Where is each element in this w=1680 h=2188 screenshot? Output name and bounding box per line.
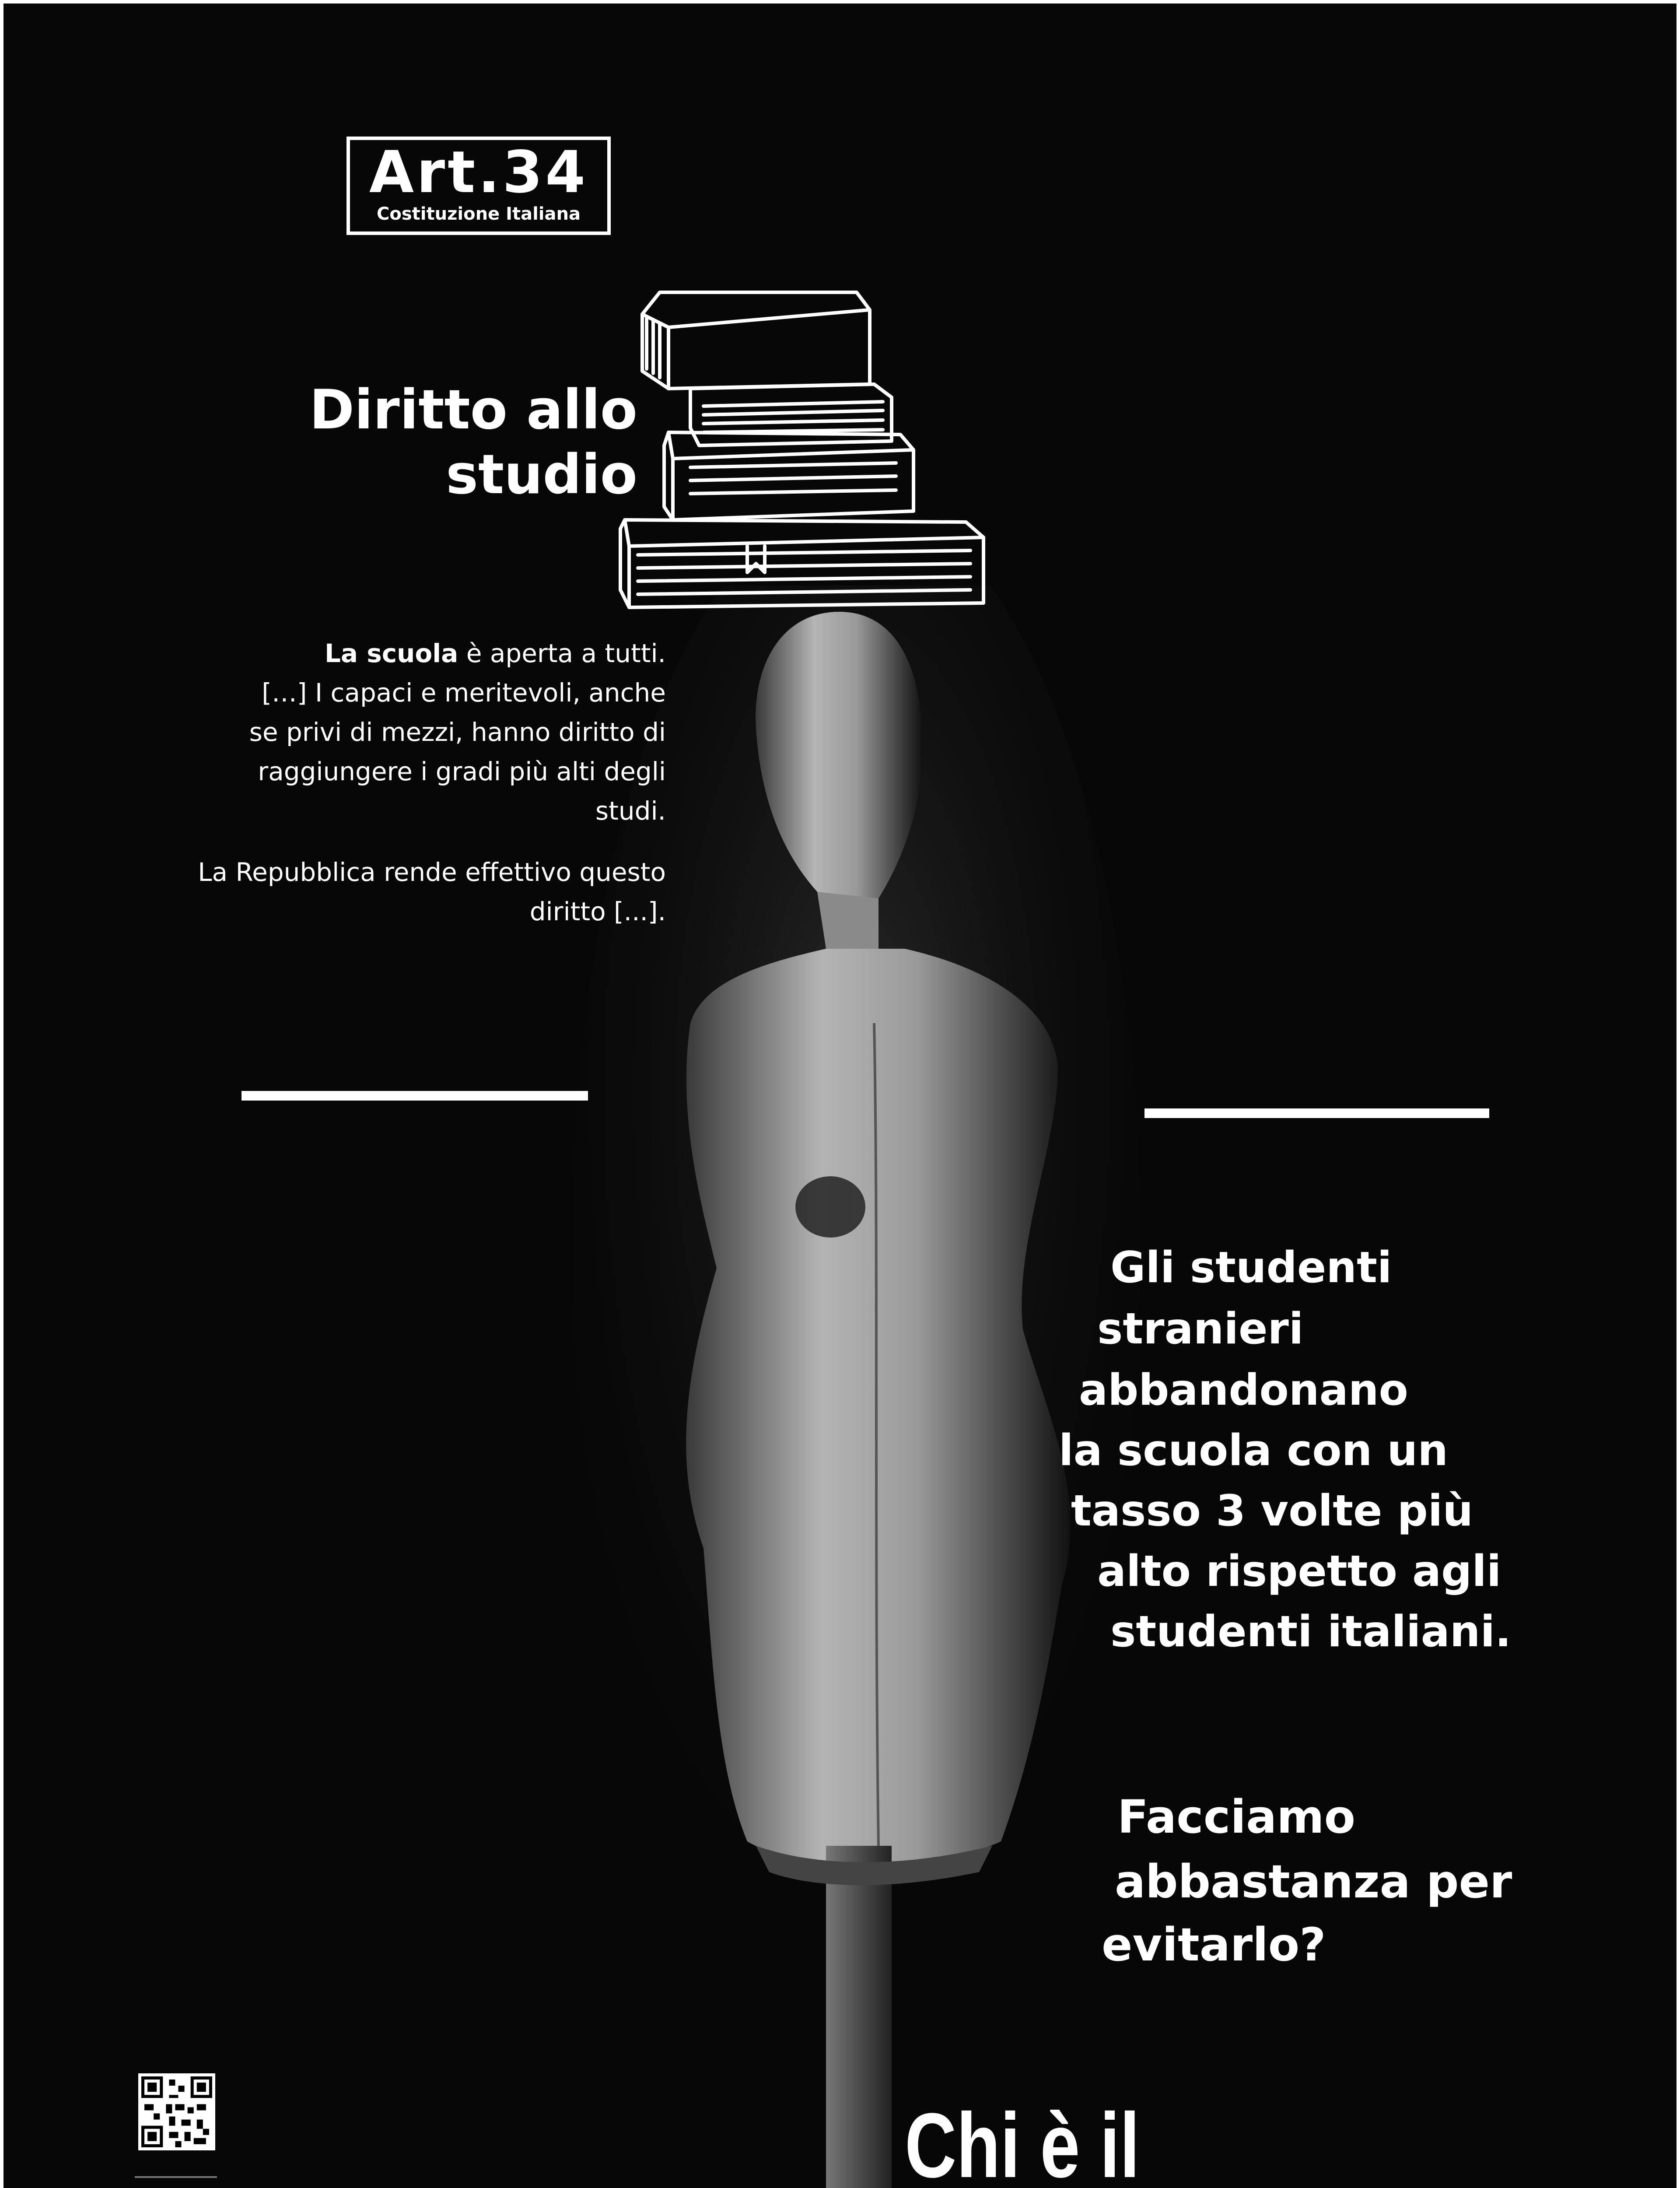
statistic-line: la scuola con un (1059, 1426, 1449, 1476)
article-source: Costituzione Italiana (377, 204, 581, 224)
statistic-line: Gli studenti (1110, 1243, 1392, 1293)
divider-rule-right (1144, 1108, 1489, 1118)
poster (4, 4, 1676, 2188)
headline-line: studio (446, 443, 637, 506)
statistic-line: abbandonano (1079, 1365, 1408, 1415)
quote-line: raggiungere i gradi più alti degli (258, 757, 666, 786)
quote-line: diritto [...]. (529, 897, 666, 926)
quote-line: […] I capaci e meritevoli, anche (262, 678, 666, 708)
constitution-quote: La scuola è aperta a tutti. […] I capaci e meritevoli, anche se privi di mezzi, hanno diritto di raggiungere i gradi più alti degli studi. La Repubblica rende effettivo questo diritto [...]. (71, 634, 666, 931)
quote-line: La Repubblica rende effettivo questo (198, 857, 666, 887)
statistic-line: studenti italiani. (1110, 1607, 1512, 1657)
quote-bold-lead: La scuola (324, 638, 458, 668)
question-line: Facciamo (1117, 1790, 1356, 1844)
headline-line: Diritto allo (309, 379, 637, 442)
logo-divider (135, 2176, 217, 2178)
article-number: Art.34 (369, 139, 588, 206)
quote-line: se privi di mezzi, hanno diritto di (249, 717, 666, 747)
article-badge (346, 137, 611, 235)
closing-question-line: Chi è il (905, 2094, 1140, 2188)
question-line: abbastanza per (1115, 1855, 1512, 1908)
divider-rule-left (242, 1091, 588, 1101)
question-line: evitarlo? (1102, 1918, 1326, 1971)
quote-line: studi. (595, 796, 666, 826)
statistic-line: stranieri (1097, 1304, 1304, 1354)
statistic-line: alto rispetto agli (1097, 1546, 1502, 1596)
books-stack-illustration (612, 284, 1005, 616)
headline (309, 378, 637, 507)
qr-code-icon[interactable] (138, 2073, 215, 2150)
statistic-line: tasso 3 volte più (1071, 1486, 1474, 1536)
